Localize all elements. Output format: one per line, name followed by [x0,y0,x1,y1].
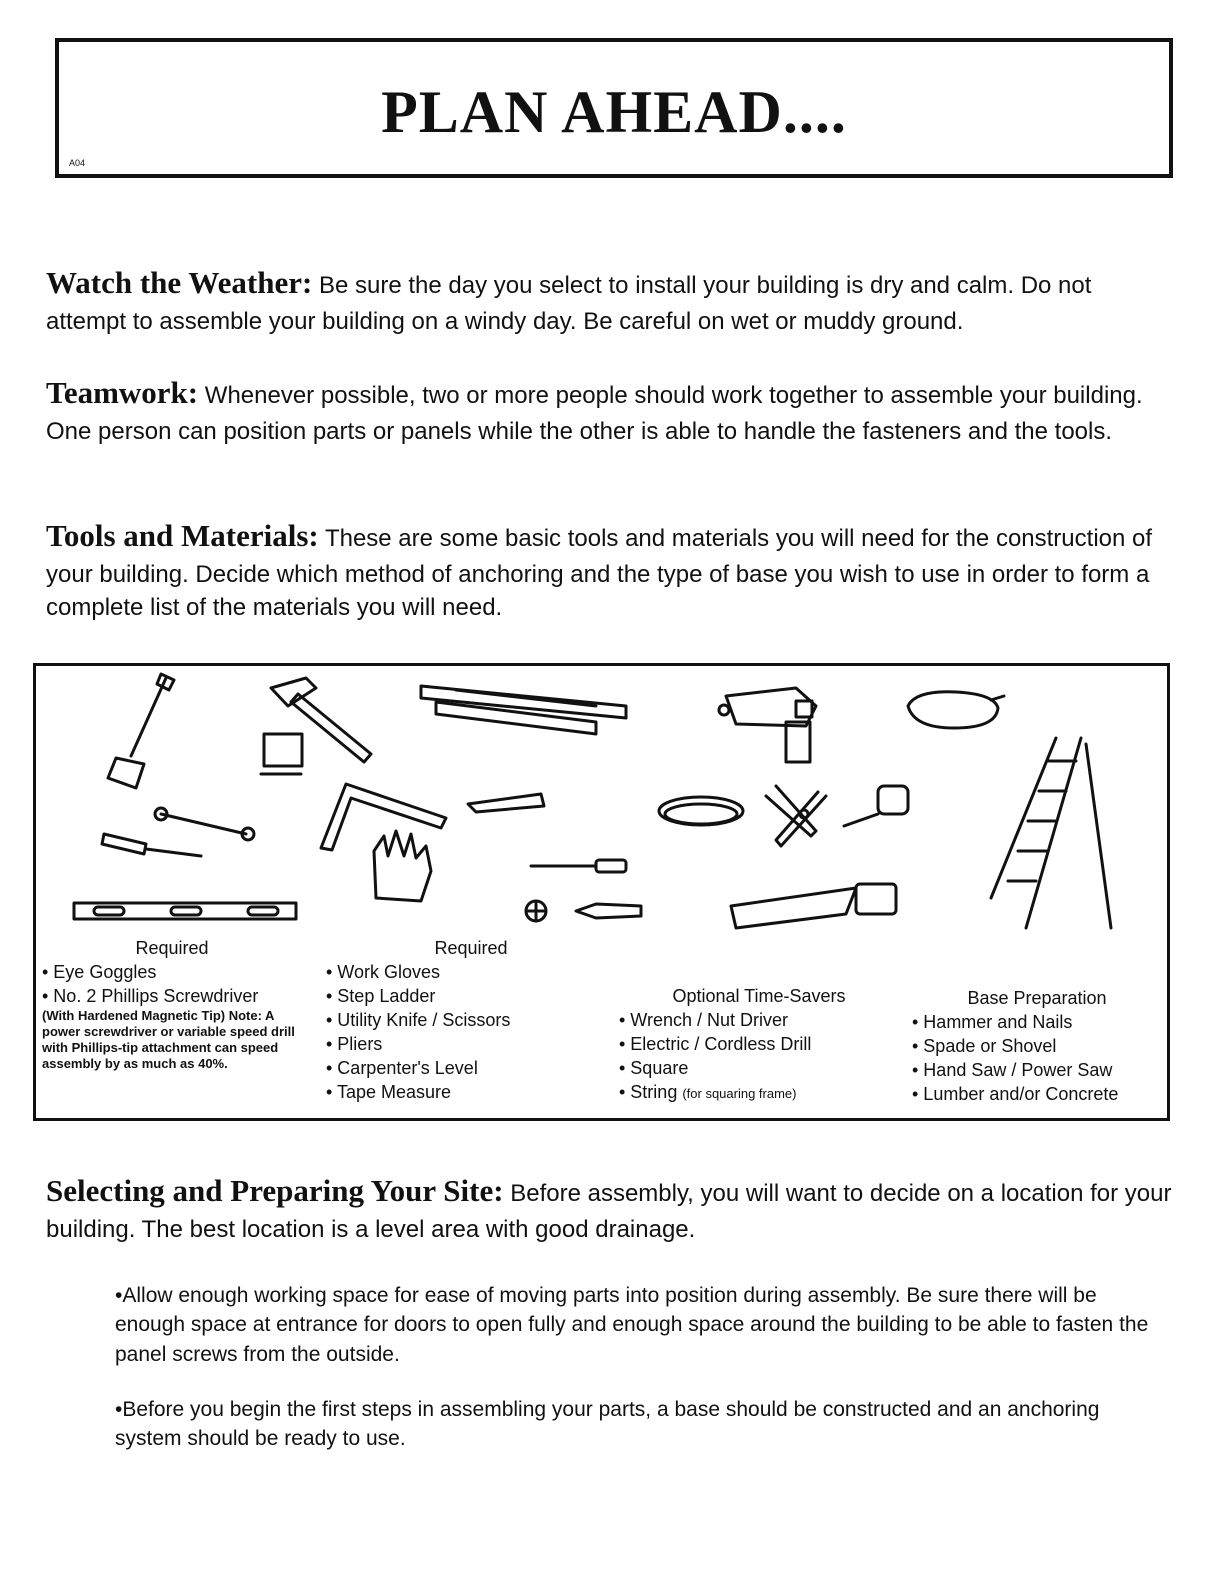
list-heading: Optional Time-Savers [672,986,846,1006]
list-item [619,1080,899,1106]
section-site [46,1170,1178,1246]
shovel-icon [108,674,174,788]
section-text: Before assembly, you will want to decide on a location for your building. The best location is a level area with good drainage. [46,1180,1172,1243]
list-optional [619,984,899,1106]
pliers-icon [766,786,826,846]
list-item: • Square [619,1058,689,1078]
section-text: Whenever possible, two or more people should work together to assemble your building. One person can position parts or panels while the other is able to handle the fasteners and the tools. [46,382,1143,445]
list-item: • Utility Knife / Scissors [326,1010,511,1030]
list-item-label: • String [619,1082,678,1102]
ladder-icon [991,738,1111,928]
lumber-icon [421,686,626,734]
section-weather [46,262,1178,338]
wrench-icon [155,808,254,840]
list-item: • Carpenter's Level [326,1058,478,1078]
list-item: • No. 2 Phillips Screwdriver [42,986,259,1006]
list-item: • Step Ladder [326,986,436,1006]
tools-panel [33,663,1170,1121]
list-item: • Hand Saw / Power Saw [912,1060,1113,1080]
list-item: • Eye Goggles [42,962,157,982]
site-bullet: •Before you begin the first steps in assembling your parts, a base should be constructed and an anchoring system should be ready to use. [115,1398,1100,1451]
list-item: • Lumber and/or Concrete [912,1084,1119,1104]
section-text: Be sure the day you select to install your building is dry and calm. Do not attempt to assemble your building on a windy day. Be careful on wet or muddy ground. [46,272,1092,335]
list-item: • Wrench / Nut Driver [619,1010,789,1030]
section-teamwork [46,372,1178,448]
title-box [55,38,1173,178]
site-bullet: •Allow enough working space for ease of moving parts into position during assembly. Be sure there will be enough space at entrance for doors to open fully and enough space around the building to be able to fasten the panel screws from the outside. [115,1284,1149,1366]
screwdriver-icon [531,860,626,872]
level-icon [74,903,296,919]
list-item: • Pliers [326,1034,383,1054]
list-item: • Work Gloves [326,962,440,982]
utility-knife-icon [468,794,544,812]
list-item: • Spade or Shovel [912,1036,1057,1056]
page-code: A04 [69,158,86,168]
section-heading: Selecting and Preparing Your Site: [46,1173,504,1208]
list-base-prep [912,986,1162,1106]
list-item: • Tape Measure [326,1082,452,1102]
work-glove-icon [374,831,431,901]
tape-measure-icon [844,786,908,826]
hand-saw-icon [731,884,896,928]
list-note: (With Hardened Magnetic Tip) Note: A power screwdriver or variable speed drill with Phillips-tip attachment can speed assembly by as much as 40%. [42,1008,295,1071]
nut-driver-icon [102,834,201,856]
phillips-tip-icon [526,901,641,921]
list-heading: Required [434,938,508,958]
list-item: • Electric / Cordless Drill [619,1034,812,1054]
drill-icon [719,688,816,762]
page-title: PLAN AHEAD.... [381,79,847,145]
list-heading: Required [135,938,209,958]
section-heading: Watch the Weather: [46,265,313,300]
list-item-note: (for squaring frame) [682,1086,797,1101]
goggles-icon [908,692,1004,728]
section-tools [46,515,1178,624]
hammer-icon [271,678,371,762]
section-heading: Tools and Materials: [46,518,319,553]
string-icon [659,797,743,825]
list-item: • Hammer and Nails [912,1012,1073,1032]
nail-box-icon [261,734,302,774]
section-text: These are some basic tools and materials you will need for the construction of your building. Decide which method of anchoring and the type of base you wish to use in order to form a complete list of the materials you will need. [46,525,1153,621]
list-heading: Base Preparation [967,988,1107,1008]
list-required-1 [42,936,302,1072]
list-required-2 [326,936,576,1104]
section-heading: Teamwork: [46,375,199,410]
